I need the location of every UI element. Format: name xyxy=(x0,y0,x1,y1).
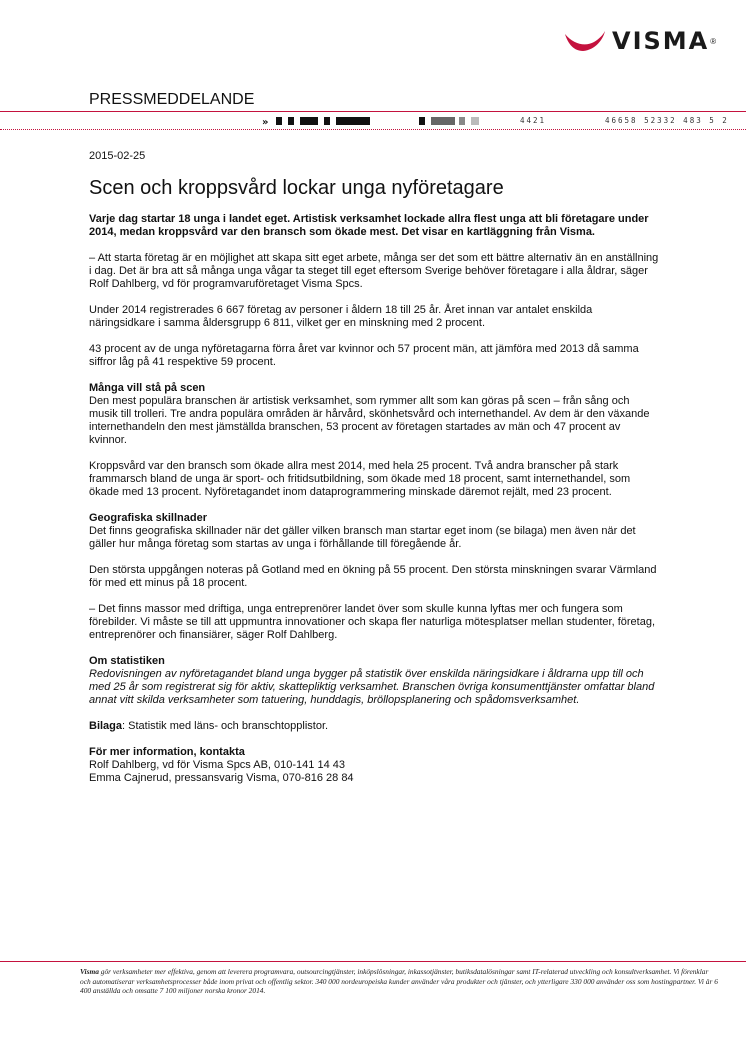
paragraph-gender: 43 procent av de unga nyföretagarna förra året var kvinnor och 57 procent män, att jämföra med 2013 då samma siffror låg på 41 respektive 59 procent. xyxy=(89,343,639,368)
paragraph-registrations: Under 2014 registrerades 6 667 företag av personer i åldern 18 till 25 år. Året innan var antalet enskilda näringsidkare i samma åldersgrupp 6 811, vilket ger en minskning med 2 procent. xyxy=(89,304,593,329)
paragraph-quote: – Att starta företag är en möjlighet att skapa sitt eget arbete, många ser det som ett bättre alternativ än en anställning i dag. Det är bra att så många unga vågar ta steget till eget eftersom Sverige behöver företagare i alla åldrar, säger Rolf Dahlberg, vd för programvaruföretaget Visma Spcs. xyxy=(89,252,659,290)
press-release-body xyxy=(89,150,661,785)
footer-brand: Visma xyxy=(80,967,99,976)
section-geography xyxy=(89,512,661,642)
section-stage xyxy=(89,382,661,499)
document-type-label: PRESSMEDDELANDE xyxy=(89,91,255,108)
statistics-note: Redovisningen av nyföretagandet bland unga bygger på statistik över enskilda näringsidkare i åldrarna upp till och med 25 år som registrerat sig för aktiv, skattepliktig verksamhet. Branschen övriga konsumenttjänster omfattar bland annat vitt skilda verksamheter som tatuering, hunddagis, bröllopsplanering och spådomsverksamhet. xyxy=(89,668,655,706)
code-small: 4421 xyxy=(520,116,547,125)
company-boilerplate xyxy=(80,967,720,996)
contact-block xyxy=(89,746,661,785)
section-paragraph: Den mest populära branschen är artistisk verksamhet, som rymmer allt som kan göras på scen – från sång och musik till trolleri. Tre andra populära områden är hårvård, skönhetsvård och internethandel. Av dem är den växande internethandeln den mest jämställda branschen, 53 procent av företagen startades av män och 47 procent av kvinnor. xyxy=(89,395,650,446)
visma-logo xyxy=(564,26,716,56)
footer-text: gör verksamheter mer effektiva, genom att leverera programvara, outsourcingtjänster, inköpslösningar, inkassotjänster, butiksdatalösningar samt IT-relaterad utveckling och konsultverksamhet. Vi förenklar och automatiserar verksamhetsprocesser både inom privat och offentlig sektor. 340 000 nordeuropeiska kunder använder våra produkter och tjänster, och ytterligare 330 000 använder oss som hostingpartner. Vi är 6 400 anställda och omsatte 7 100 miljoner norska kronor 2014. xyxy=(80,967,718,995)
section-paragraph: – Det finns massor med driftiga, unga entreprenörer landet över som skulle kunna lyftas mer och fungera som förebilder. Vi måste se till att uppmuntra innovationer och skapa fler naturliga mötesplatser mellan studenter, företag, entreprenörer och finansiärer, säger Rolf Dahlberg. xyxy=(89,603,655,641)
contact-heading: För mer information, kontakta xyxy=(89,746,245,758)
footer-rule xyxy=(0,961,746,962)
section-heading: Många vill stå på scen xyxy=(89,382,206,394)
visma-swoosh-icon xyxy=(564,29,606,53)
section-heading: Geografiska skillnader xyxy=(89,512,207,524)
section-paragraph: Kroppsvård var den bransch som ökade allra mest 2014, med hela 25 procent. Två andra branscher på stark frammarsch bland de unga är sport- och fritidsutbildning, som ökade med 18 procent, samt internethandel, som ökade med 13 procent. Nyföretagandet inom dataprogrammering minskade däremot rejält, med 23 procent. xyxy=(89,460,631,498)
contact-line: Emma Cajnerud, pressansvarig Visma, 070-816 28 84 xyxy=(89,772,354,784)
decorative-barcode xyxy=(262,115,502,127)
section-paragraph: Det finns geografiska skillnader när det gäller vilken bransch man startar eget inom (se bilaga) men även när det gäller hur många företag som startas av unga i förhållande till föregående år. xyxy=(89,525,636,550)
attachment-text: : Statistik med läns- och branschtopplistor. xyxy=(122,720,329,732)
section-statistics xyxy=(89,655,661,707)
header-rule-top xyxy=(0,111,746,112)
contact-line: Rolf Dahlberg, vd för Visma Spcs AB, 010-141 14 43 xyxy=(89,759,345,771)
release-date: 2015-02-25 xyxy=(89,150,146,162)
attachment-note xyxy=(89,720,661,733)
section-heading: Om statistiken xyxy=(89,655,165,667)
section-paragraph: Den största uppgången noteras på Gotland med en ökning på 55 procent. Den största minskningen svarar Värmland för med ett minus på 18 procent. xyxy=(89,564,657,589)
attachment-label: Bilaga xyxy=(89,720,123,732)
registered-mark: ® xyxy=(710,36,717,46)
code-long: 46658 52332 483 5 2 xyxy=(605,116,729,125)
visma-wordmark: VISMA xyxy=(612,27,710,55)
svg-text:»: » xyxy=(262,117,269,127)
ingress: Varje dag startar 18 unga i landet eget. Artistisk verksamhet lockade allra flest unga att bli företagare under 2014, medan kroppsvård var den bransch som ökade mest. Det visar en kartläggning från Visma. xyxy=(89,213,649,238)
release-title: Scen och kroppsvård lockar unga nyföretagare xyxy=(89,177,504,199)
header-rule-bottom xyxy=(0,129,746,130)
